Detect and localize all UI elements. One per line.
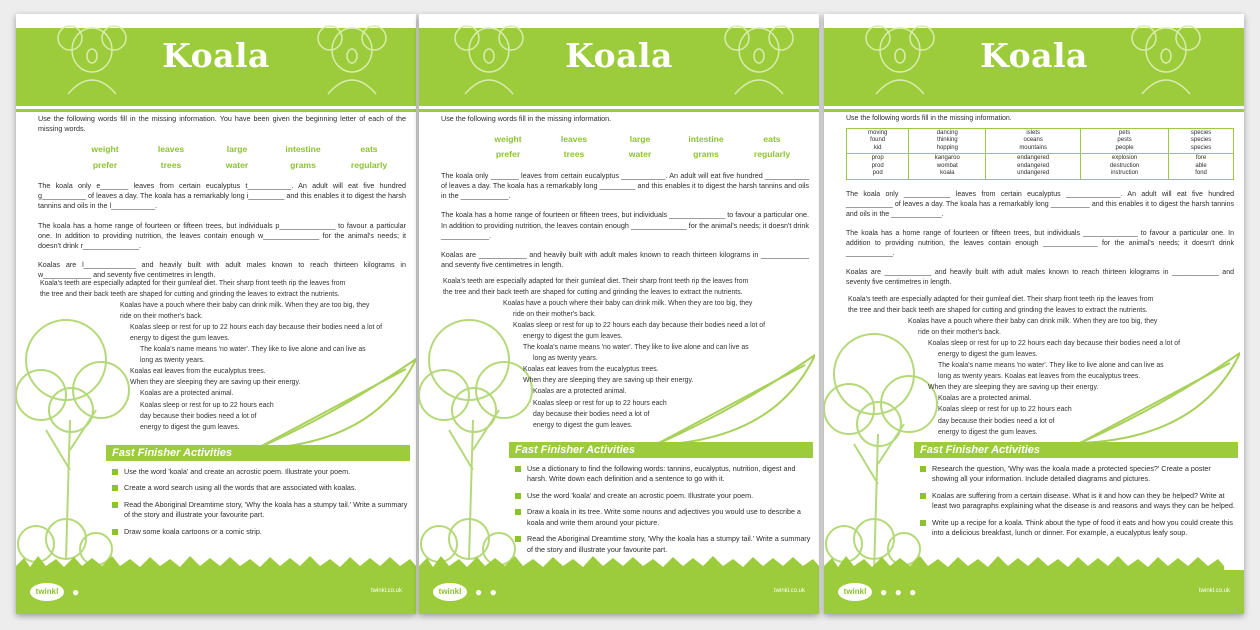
fact-line: Koalas are a protected animal.	[938, 395, 1032, 403]
twinkl-logo: twinkl	[30, 583, 64, 601]
table-cell	[847, 128, 909, 154]
fact-line: Koalas have a pouch where their baby can drink milk. When they are too big, they	[120, 302, 370, 310]
worksheet-content	[38, 114, 406, 290]
word-options: prop prod pod	[871, 155, 884, 177]
word-options: islets oceans mountains	[1019, 129, 1047, 151]
word-bank	[477, 133, 803, 160]
activity-item: Use the word 'koala' and create an acrostic poem. Illustrate your poem.	[112, 467, 410, 477]
worksheet-content	[441, 114, 809, 279]
fact-line: the tree and their back teeth are shaped for cutting and grinding the leaves to extract the nutrients.	[40, 291, 340, 299]
activity-item: Use a dictionary to find the following words: tannins, eucalyptus, nutrition, digest and harsh. Write down each definition and a sentence to go with it.	[515, 464, 813, 485]
word-bank-item: eats	[360, 144, 378, 155]
fact-line: energy to digest the gum leaves.	[938, 351, 1038, 359]
difficulty-dots: ● ●	[475, 585, 499, 599]
fast-finisher-section	[106, 445, 410, 543]
footer-bar	[419, 570, 819, 614]
fact-line: Koalas eat leaves from the eucalyptus trees.	[130, 368, 266, 376]
fact-line: energy to digest the gum leaves.	[130, 335, 230, 343]
fact-line: Koalas eat leaves from the eucalyptus trees.	[523, 366, 659, 374]
table-row	[847, 154, 1234, 180]
word-options: kangaroo wombat koala	[934, 155, 960, 177]
table-cell	[1169, 128, 1234, 154]
fast-finisher-list	[914, 464, 1238, 539]
word-bank-item: water	[628, 149, 652, 160]
header-underline	[16, 109, 416, 112]
word-options: species species species	[1190, 129, 1212, 151]
fast-finisher-heading: Fast Finisher Activities	[509, 442, 813, 458]
word-options: fore able fond	[1195, 155, 1207, 177]
fact-line: Koalas sleep or rest for up to 22 hours each day because their bodies need a lot of	[928, 340, 1181, 348]
worksheet-3	[824, 14, 1244, 614]
instructions: Use the following words fill in the missing information. You have been given the beginning letter of each of the missing words.	[38, 114, 406, 134]
word-options: endangered endangered undangered	[1017, 155, 1050, 177]
cloze-paragraph-3: Koalas are l_____________ and heavily built with adult males known to reach thirteen kilograms in w____________ and seventy five centimetres in length.	[38, 260, 406, 280]
word-options: dancing thinking hopping	[936, 129, 958, 151]
table-cell	[1169, 154, 1234, 180]
word-bank-item: eats	[763, 134, 781, 145]
word-bank-item: prefer	[495, 149, 521, 160]
footer-url: twinkl.co.uk	[773, 588, 805, 594]
word-bank-item: trees	[160, 159, 182, 170]
table-cell	[1081, 154, 1169, 180]
fact-line: When they are sleeping they are saving up their energy.	[130, 379, 301, 387]
twinkl-logo: twinkl	[433, 583, 467, 601]
fact-line: When they are sleeping they are saving up their energy.	[523, 377, 694, 385]
fact-line: Koalas are a protected animal.	[533, 388, 627, 396]
page-title: Koala	[980, 36, 1088, 75]
fact-line: Koalas have a pouch where their baby can drink milk. When they are too big, they	[503, 300, 753, 308]
fact-line: long as twenty years.	[533, 355, 598, 363]
fact-line: day because their bodies need a lot of	[533, 410, 650, 418]
footer-bar	[16, 570, 416, 614]
fast-finisher-heading: Fast Finisher Activities	[106, 445, 410, 461]
page-title: Koala	[565, 36, 673, 75]
difficulty-dots: ●	[72, 585, 82, 599]
word-bank-item: large	[629, 134, 651, 145]
fact-line: long as twenty years.	[140, 357, 205, 365]
twinkl-logo: twinkl	[838, 583, 872, 601]
footer-url: twinkl.co.uk	[1198, 588, 1230, 594]
fact-line: day because their bodies need a lot of	[938, 417, 1055, 425]
table-cell	[847, 154, 909, 180]
fact-line: long as twenty years. Koalas eat leaves from the eucalyptus trees.	[938, 373, 1141, 381]
fact-line: Koalas sleep or rest for up to 22 hours each day because their bodies need a lot of	[130, 324, 383, 332]
fact-line: energy to digest the gum leaves.	[140, 423, 240, 431]
cloze-paragraph-1: The koala only e_______ leaves from certain eucalyptus t___________. An adult will eat five hundred g___________ of leaves a day. The koala has a remarkably long i_________ and this enables it to digest the harsh tannins and oils in the l___________.	[38, 180, 406, 211]
cloze-paragraph-1: The koala only ____________ leaves from certain eucalyptus ______________. An adult will eat five hundred ____________ of leaves a day. The koala has a remarkably long __________ and this enables it to digest the harsh tannins and oils in the _____________.	[846, 190, 1234, 218]
activity-item: Write up a recipe for a koala. Think about the type of food it eats and how you could create this into a delicious breakfast, lunch or dinner. For example, a eucalyptus leafy soup.	[920, 518, 1238, 539]
word-bank-item: leaves	[560, 134, 588, 145]
fact-line: Koalas sleep or rest for up to 22 hours each day because their bodies need a lot of	[513, 322, 766, 330]
word-bank-item: weight	[91, 144, 119, 155]
word-options: moving found kid	[868, 129, 888, 151]
activity-item: Use the word 'koala' and create an acrostic poem. Illustrate your poem.	[515, 491, 813, 501]
fact-line: the tree and their back teeth are shaped for cutting and grinding the leaves to extract the nutrients.	[848, 307, 1148, 315]
worksheet-content	[846, 114, 1234, 296]
header-underline	[824, 109, 1244, 112]
word-bank-item: regularly	[350, 159, 388, 170]
word-bank-item: grams	[290, 159, 316, 170]
fact-line: Koalas have a pouch where their baby can drink milk. When they are too big, they	[908, 318, 1158, 326]
cloze-paragraph-2: The koala has a home range of fourteen or fifteen trees, but individuals p______________ to favour a particular one. In addition to providing nutrition, the leaves contain enough w______________ for the animal's needs; it doesn't drink r______________.	[38, 220, 406, 250]
fact-line: Koala's teeth are especially adapted for their gumleaf diet. Their sharp front teeth rip the leaves from	[848, 296, 1154, 303]
fact-line: ride on their mother's back.	[918, 329, 1001, 337]
activity-item: Draw a koala in its tree. Write some nouns and adjectives you would use to describe a koala and write them around your picture.	[515, 507, 813, 528]
cloze-paragraph-1: The koala only _______ leaves from certain eucalyptus ___________. An adult will eat five hundred ___________ of leaves a day. The koala has a remarkably long _________ and this enables it to digest the harsh tannins and oils in the ____________.	[441, 170, 809, 201]
activity-item: Read the Aboriginal Dreamtime story, 'Why the koala has a stumpy tail.' Write a summary of the story and illustrate your favourite part.	[112, 500, 410, 521]
worksheet-1	[16, 14, 416, 614]
activity-item: Draw some koala cartoons or a comic strip.	[112, 527, 410, 537]
word-options: pets pests people	[1115, 129, 1134, 151]
cloze-paragraph-2: The koala has a home range of fourteen or fifteen trees, but individuals ______________ to favour a particular one. In addition to providing nutrition, the leaves contain enough ______________ for the animal's needs; it doesn't drink ____________.	[441, 210, 809, 240]
fact-line: the tree and their back teeth are shaped for cutting and grinding the leaves to extract the nutrients.	[443, 289, 743, 297]
fact-line: energy to digest the gum leaves.	[523, 333, 623, 341]
fact-line: The koala's name means 'no water'. They like to live alone and can live as	[523, 344, 749, 352]
table-row	[847, 128, 1234, 154]
footer-url: twinkl.co.uk	[370, 588, 402, 594]
fact-line: energy to digest the gum leaves.	[533, 421, 633, 429]
instructions: Use the following words fill in the missing information.	[846, 115, 1012, 122]
word-bank-item: intestine	[688, 134, 724, 145]
cloze-paragraph-2: The koala has a home range of fourteen or fifteen trees, but individuals ______________ to favour a particular one. In addition to providing nutrition, the leaves contain enough ______________ for the animal's needs; it doesn't drink ____________.	[846, 229, 1234, 257]
table-cell	[1081, 128, 1169, 154]
fact-line: energy to digest the gum leaves.	[938, 428, 1038, 436]
instructions: Use the following words fill in the missing information.	[441, 114, 612, 123]
fast-finisher-section	[509, 442, 813, 561]
table-cell	[986, 128, 1081, 154]
word-bank-item: grams	[693, 149, 719, 160]
fast-finisher-list	[106, 467, 410, 537]
word-bank-item: leaves	[157, 144, 185, 155]
word-choice-table	[846, 128, 1234, 180]
header-underline	[419, 109, 819, 112]
word-options: explosion destruction instruction	[1109, 155, 1140, 177]
fact-line: Koalas sleep or rest for up to 22 hours each	[140, 401, 274, 409]
fact-line: Koalas sleep or rest for up to 22 hours each	[533, 399, 667, 407]
word-bank-item: large	[226, 144, 248, 155]
activity-item: Create a word search using all the words that are associated with koalas.	[112, 483, 410, 493]
table-cell	[986, 154, 1081, 180]
cloze-paragraph-3: Koalas are ____________ and heavily built with adult males known to reach thirteen kilograms in ____________ and seventy five centimetres in length.	[441, 249, 809, 270]
table-cell	[909, 128, 986, 154]
word-bank-item: weight	[494, 134, 522, 145]
word-bank-item: regularly	[753, 149, 791, 160]
fact-line: Koala's teeth are especially adapted for their gumleaf diet. Their sharp front teeth rip the leaves from	[443, 278, 749, 285]
fact-line: ride on their mother's back.	[513, 311, 596, 319]
fast-finisher-section	[914, 442, 1238, 545]
fact-line: Koala's teeth are especially adapted for their gumleaf diet. Their sharp front teeth rip the leaves from	[40, 280, 346, 287]
fact-line: When they are sleeping they are saving up their energy.	[928, 384, 1099, 392]
table-cell	[909, 154, 986, 180]
footer-bar	[824, 570, 1244, 614]
fast-finisher-heading: Fast Finisher Activities	[914, 442, 1238, 458]
fact-line: The koala's name means 'no water'. They like to live alone and can live as	[938, 362, 1164, 370]
fact-line: day because their bodies need a lot of	[140, 412, 257, 420]
fact-line: The koala's name means 'no water'. They like to live alone and can live as	[140, 346, 366, 354]
word-bank-item: intestine	[285, 144, 321, 155]
activity-item: Read the Aboriginal Dreamtime story, 'Why the koala has a stumpy tail.' Write a summary of the story and illustrate your favourite part.	[515, 534, 813, 555]
activity-item: Research the question, 'Why was the koala made a protected species?' Create a poster showing all your information. Include detailed diagrams and pictures.	[920, 464, 1238, 485]
worksheet-2	[419, 14, 819, 614]
activity-item: Koalas are suffering from a certain disease. What is it and how can they be helped? Write at least two paragraphs explaining what the disease is and reasons and ways they can be helped.	[920, 491, 1238, 512]
page-title: Koala	[162, 36, 270, 75]
cloze-paragraph-3: Koalas are ____________ and heavily built with adult males known to reach thirteen kilograms in ____________ and seventy five centimetres in length.	[846, 268, 1234, 286]
word-bank-item: water	[225, 159, 249, 170]
fact-line: ride on their mother's back.	[120, 313, 203, 321]
word-bank	[74, 143, 400, 170]
fast-finisher-list	[509, 464, 813, 555]
word-bank-item: prefer	[92, 159, 118, 170]
fact-line: Koalas are a protected animal.	[140, 390, 234, 398]
fact-line: Koalas sleep or rest for up to 22 hours each	[938, 406, 1072, 414]
word-bank-item: trees	[563, 149, 585, 160]
difficulty-dots: ● ● ●	[880, 585, 919, 599]
